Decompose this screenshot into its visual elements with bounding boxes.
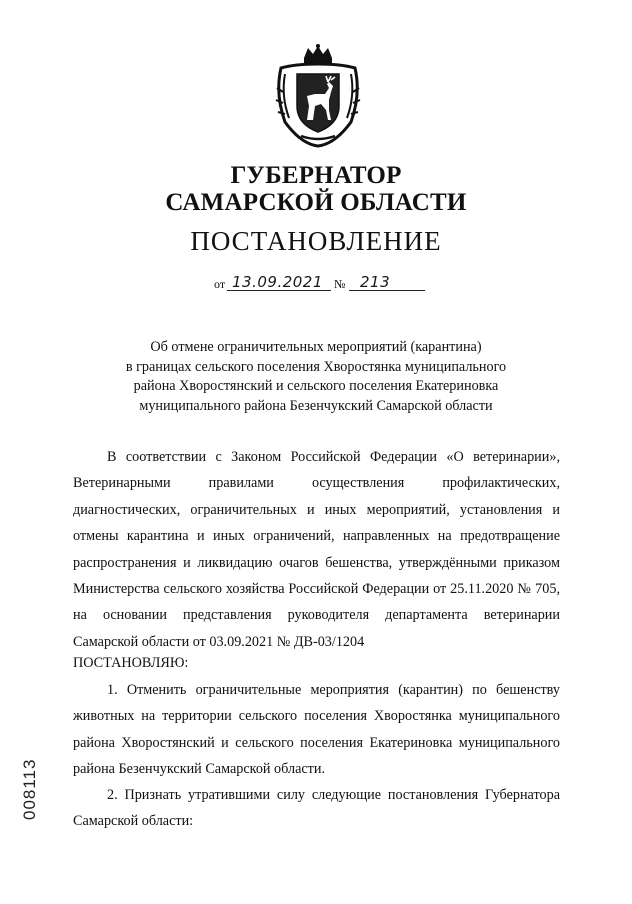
number-value: 213 [360, 273, 391, 291]
subject-line: Об отмене ограничительных мероприятий (карантина) [150, 339, 482, 355]
number-label: № [334, 277, 346, 291]
region-title: САМАРСКОЙ ОБЛАСТИ [165, 189, 467, 216]
side-serial-number: 008113 [20, 758, 39, 820]
coat-of-arms-icon [271, 44, 365, 148]
document-subject [60, 338, 572, 416]
date-label: от [214, 277, 226, 291]
item-2-paragraph: 2. Признать утратившими силу следующие постановления Губернатора Самарской области: [73, 787, 560, 830]
governor-title: ГУБЕРНАТОР [230, 162, 402, 189]
item-1-paragraph: 1. Отменить ограничительные мероприятия (карантин) по бешенству животных на территории сельского поселения Хворостянка муниципального района Хворостянский и сельского поселения Екатериновка муниципального района Безенчукский Самарской области. [73, 682, 560, 778]
date-number-row [214, 272, 444, 294]
preamble-paragraph: В соответствии с Законом Российской Федерации «О ветеринарии», Ветеринарными правилами осуществления профилактических, диагностических, ограничительных и иных мероприятий, установления и отмены карантина и иных ограничений, направленных на предотвращение распространения и ликвидацию очагов бешенства, утверждёнными приказом Министерства сельского хозяйства Российской Федерации от 25.11.2020 № 705, на основании представления руководителя департамента ветеринарии Самарской области от 03.09.2021 № ДВ-03/1204 [73, 449, 560, 650]
subject-line: района Хворостянский и сельского поселения Екатериновка [133, 378, 499, 394]
subject-line: муниципального района Безенчукский Самарской области [139, 397, 493, 414]
decree-word: ПОСТАНОВЛЯЮ: [73, 655, 189, 671]
document-type: ПОСТАНОВЛЕНИЕ [190, 226, 442, 256]
subject-line: в границах сельского поселения Хворостянка муниципального [125, 358, 507, 375]
date-value: 13.09.2021 [232, 273, 323, 291]
